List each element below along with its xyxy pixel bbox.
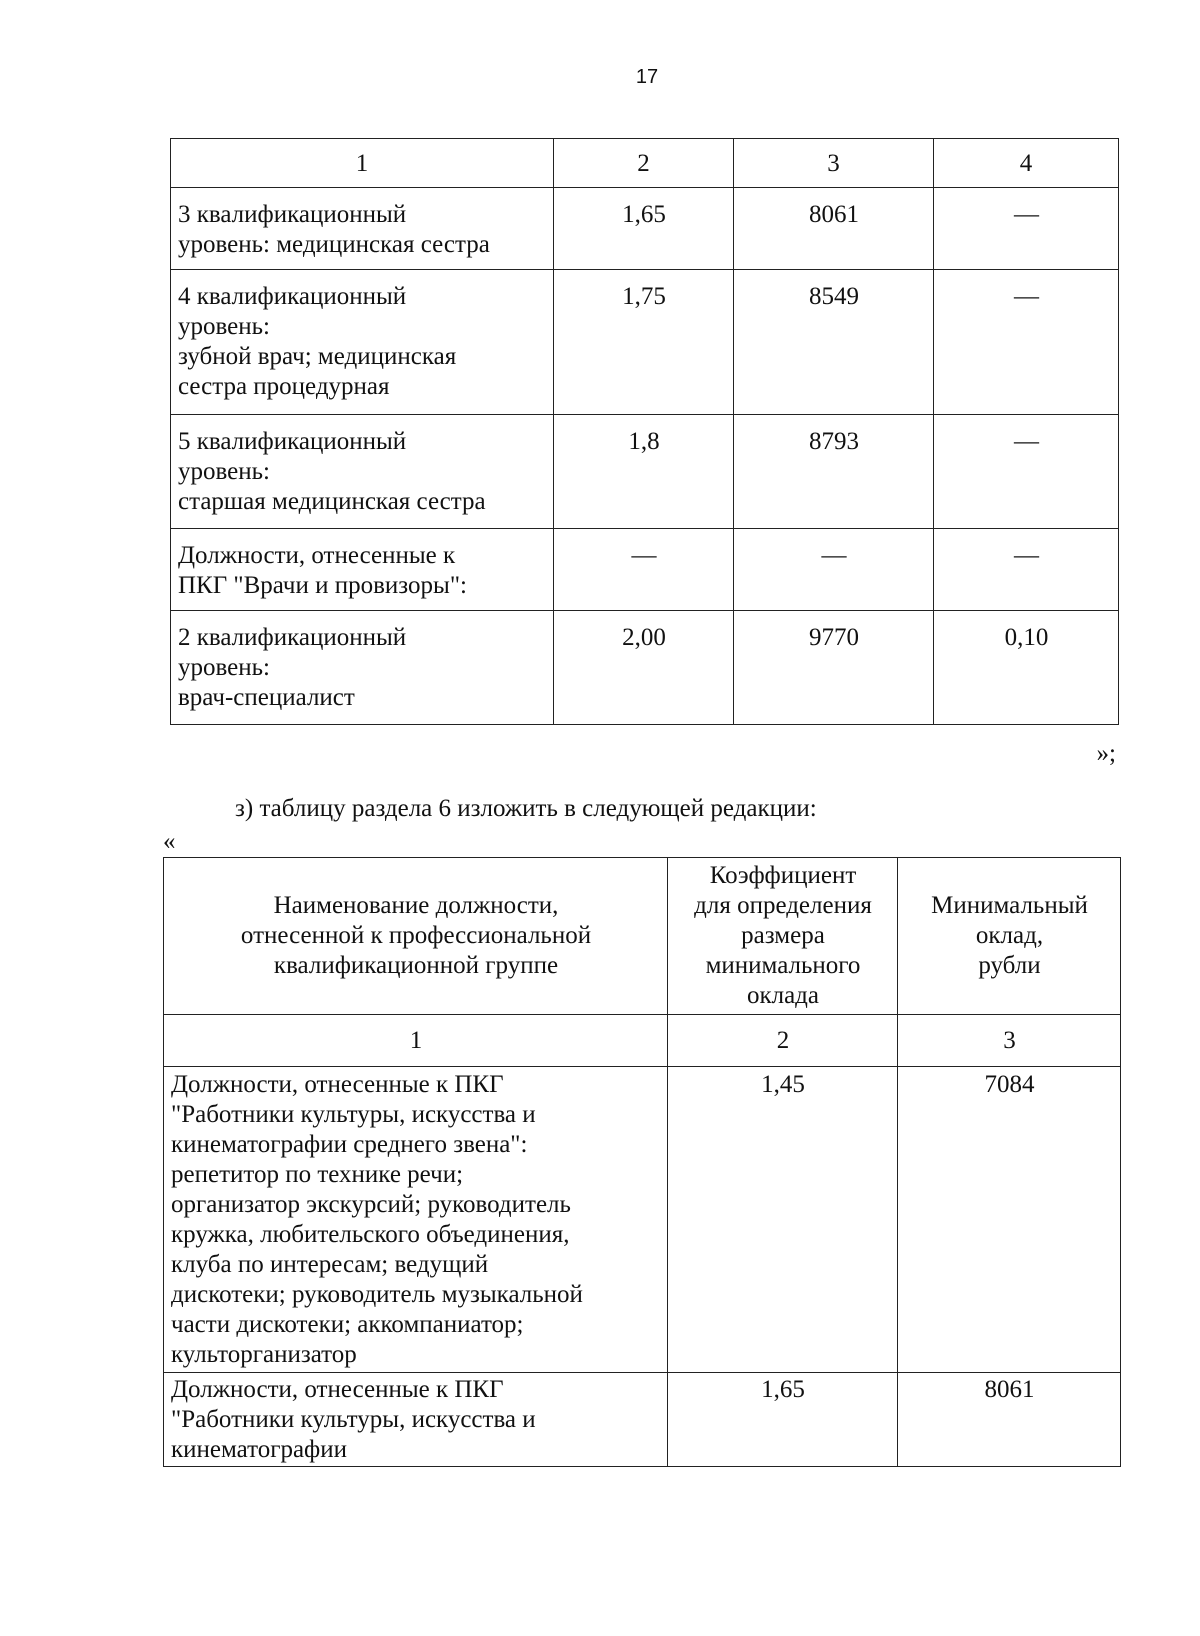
text-line: "Работники культуры, искусства и <box>171 1101 536 1128</box>
coefficient: 1,75 <box>554 270 734 415</box>
text-line: оклада <box>746 982 820 1009</box>
minimum-salary: 8793 <box>734 415 934 529</box>
coefficient: — <box>554 529 734 611</box>
table-row <box>171 415 1119 529</box>
minimum-salary: 9770 <box>734 611 934 725</box>
column-number-row <box>164 1015 1121 1067</box>
column-number: 2 <box>668 1015 898 1067</box>
table-row <box>171 270 1119 415</box>
text-line: клуба по интересам; ведущий <box>171 1251 489 1278</box>
text-line: оклад, <box>975 922 1044 949</box>
text-line: уровень: <box>178 313 270 340</box>
minimum-salary: 8061 <box>898 1373 1121 1467</box>
text-line: 5 квалификационный <box>178 428 407 455</box>
text-line: размера <box>741 922 825 949</box>
coefficient: 1,45 <box>668 1067 898 1373</box>
header-minimum-salary <box>898 858 1121 1015</box>
text-line: кружка, любительского объединения, <box>171 1221 570 1248</box>
minimum-salary: — <box>734 529 934 611</box>
header-position-name <box>164 858 668 1015</box>
column-number: 3 <box>734 139 934 188</box>
coefficient: 1,8 <box>554 415 734 529</box>
text-line: ПКГ "Врачи и провизоры": <box>178 572 467 599</box>
column-number: 1 <box>171 139 554 188</box>
table-row <box>164 1373 1121 1467</box>
text-line: организатор экскурсий; руководитель <box>171 1191 571 1218</box>
opening-quote: « <box>163 828 176 855</box>
text-line: для определения <box>694 892 872 919</box>
table-row <box>171 611 1119 725</box>
minimum-salary: 8549 <box>734 270 934 415</box>
text-line: зубной врач; медицинская <box>178 343 457 370</box>
position-name <box>171 529 554 611</box>
column-number: 1 <box>164 1015 668 1067</box>
header-coefficient <box>668 858 898 1015</box>
text-line: Должности, отнесенные к ПКГ <box>171 1071 504 1098</box>
text-line: минимального <box>705 952 861 979</box>
coefficient: 2,00 <box>554 611 734 725</box>
position-name <box>164 1067 668 1373</box>
table-row <box>164 1067 1121 1373</box>
page-number: 17 <box>635 66 659 88</box>
text-line: рубли <box>978 952 1041 979</box>
extra-value: — <box>934 270 1119 415</box>
position-name <box>171 270 554 415</box>
text-line: уровень: <box>178 654 270 681</box>
column-number-row <box>171 139 1119 188</box>
text-line: Должности, отнесенные к ПКГ <box>171 1376 504 1403</box>
text-line: сестра процедурная <box>178 373 390 400</box>
text-line: культорганизатор <box>171 1341 357 1368</box>
extra-value: — <box>934 529 1119 611</box>
position-name <box>171 415 554 529</box>
text-line: Коэффициент <box>709 862 857 889</box>
column-number: 2 <box>554 139 734 188</box>
text-line: Наименование должности, <box>273 892 559 919</box>
text-line: кинематографии <box>171 1436 348 1463</box>
text-line: квалификационной группе <box>273 952 559 979</box>
closing-quote: »; <box>1096 740 1116 767</box>
text-line: Должности, отнесенные к <box>178 542 456 569</box>
text-line: 4 квалификационный <box>178 283 407 310</box>
column-number: 4 <box>934 139 1119 188</box>
section6-salary-table <box>163 857 1121 1467</box>
text-line: части дискотеки; аккомпаниатор; <box>171 1311 524 1338</box>
text-line: уровень: <box>178 458 270 485</box>
coefficient: 1,65 <box>554 188 734 270</box>
text-line: 3 квалификационный <box>178 201 407 228</box>
text-line: уровень: медицинская сестра <box>178 231 490 258</box>
text-line: старшая медицинская сестра <box>178 488 486 515</box>
column-number: 3 <box>898 1015 1121 1067</box>
text-line: "Работники культуры, искусства и <box>171 1406 536 1433</box>
text-line: 2 квалификационный <box>178 624 407 651</box>
table-header-row <box>164 858 1121 1015</box>
position-name <box>171 188 554 270</box>
text-line: Минимальный <box>931 892 1088 919</box>
table-row <box>171 529 1119 611</box>
staff-salary-table-continued <box>170 138 1119 725</box>
amendment-instruction: з) таблицу раздела 6 изложить в следующей редакции: <box>235 795 817 822</box>
position-name <box>164 1373 668 1467</box>
minimum-salary: 7084 <box>898 1067 1121 1373</box>
text-line: дискотеки; руководитель музыкальной <box>171 1281 583 1308</box>
position-name <box>171 611 554 725</box>
table-row <box>171 188 1119 270</box>
text-line: врач-специалист <box>178 684 355 711</box>
minimum-salary: 8061 <box>734 188 934 270</box>
text-line: репетитор по технике речи; <box>171 1161 464 1188</box>
coefficient: 1,65 <box>668 1373 898 1467</box>
extra-value: 0,10 <box>934 611 1119 725</box>
text-line: отнесенной к профессиональной <box>240 922 592 949</box>
extra-value: — <box>934 415 1119 529</box>
extra-value: — <box>934 188 1119 270</box>
text-line: кинематографии среднего звена": <box>171 1131 528 1158</box>
